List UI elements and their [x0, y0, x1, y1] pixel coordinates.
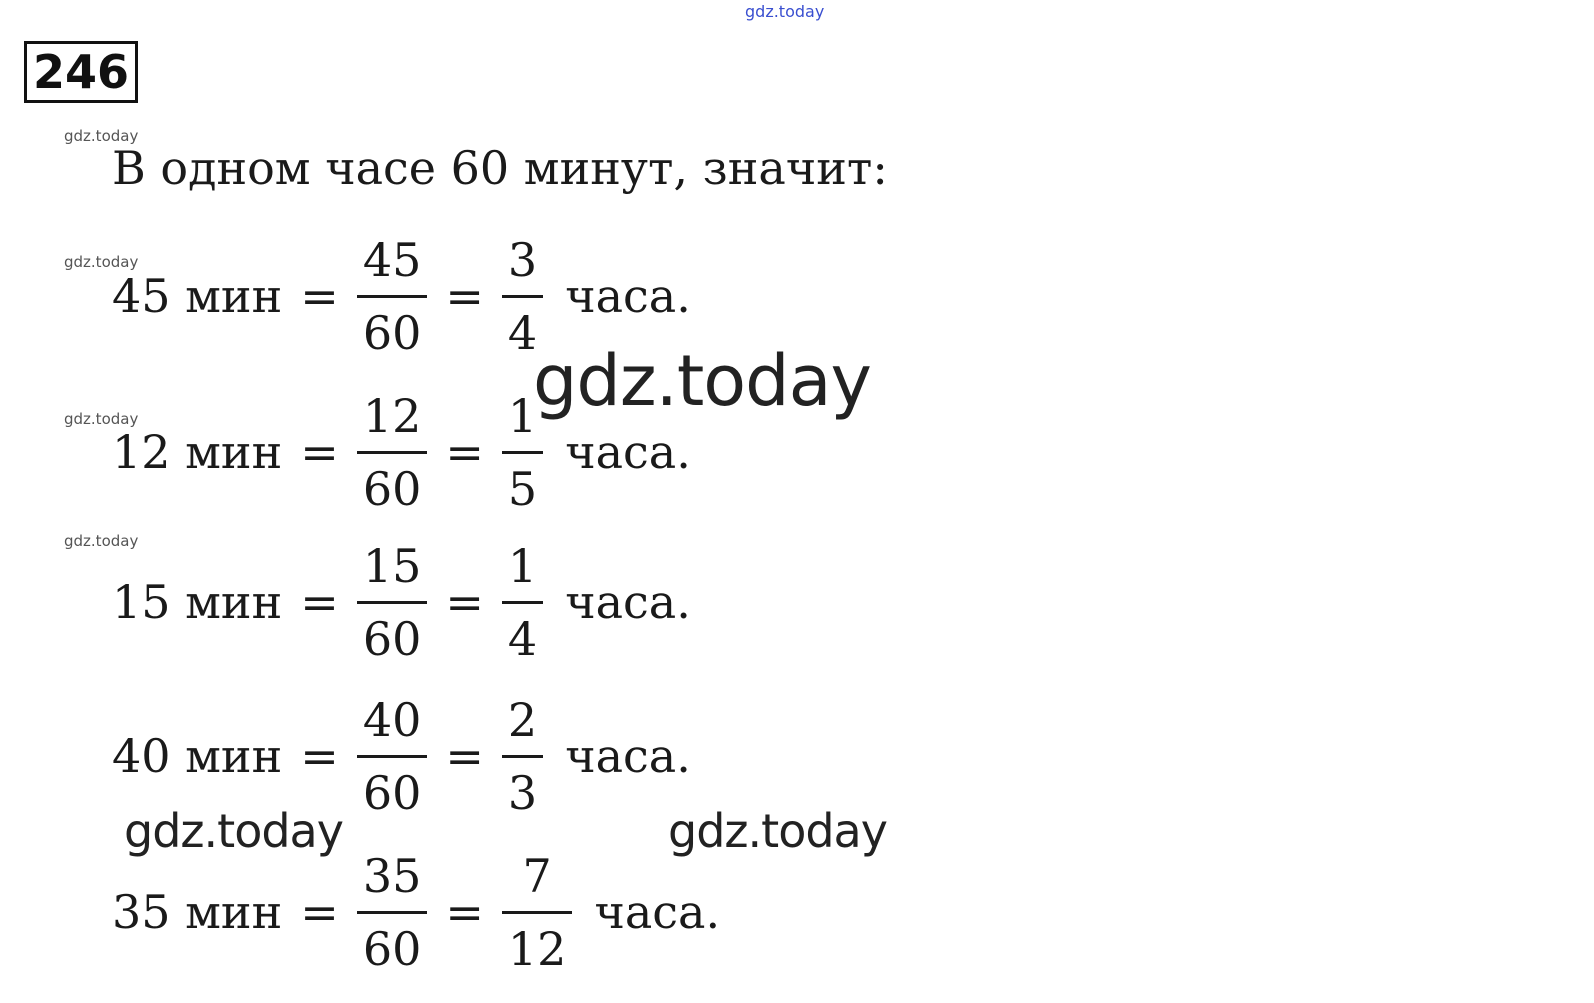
- equation-lhs: 15 мин: [112, 575, 283, 629]
- equals-sign: =: [445, 885, 484, 939]
- watermark-small: gdz.today: [64, 532, 139, 550]
- problem-number: 246: [24, 41, 138, 103]
- equation-lhs: 35 мин: [112, 885, 283, 939]
- fraction-bar: [357, 451, 428, 454]
- equals-sign: =: [300, 729, 339, 783]
- watermark-large: gdz.today: [533, 340, 871, 422]
- equals-sign: =: [300, 885, 339, 939]
- fraction-denominator: 5: [507, 461, 538, 516]
- equals-sign: =: [445, 575, 484, 629]
- fraction-numerator: 15: [362, 538, 422, 593]
- unit-label: часа.: [565, 575, 691, 629]
- equation-row: [112, 532, 691, 672]
- fraction-bar: [502, 295, 543, 298]
- fraction-minutes: [357, 537, 428, 668]
- fraction-denominator: 60: [362, 921, 422, 976]
- equals-sign: =: [445, 425, 484, 479]
- fraction-denominator: 60: [362, 611, 422, 666]
- watermark-small: gdz.today: [64, 253, 139, 271]
- fraction-bar: [357, 295, 428, 298]
- fraction-minutes: [357, 847, 428, 978]
- unit-label: часа.: [565, 269, 691, 323]
- fraction-numerator: 40: [362, 692, 422, 747]
- fraction-bar: [502, 451, 543, 454]
- equation-lhs: 12 мин: [112, 425, 283, 479]
- equals-sign: =: [300, 269, 339, 323]
- fraction-hours: [502, 537, 543, 668]
- unit-label: часа.: [594, 885, 721, 939]
- watermark-top: gdz.today: [745, 2, 825, 21]
- fraction-minutes: [357, 231, 428, 362]
- fraction-numerator: 12: [362, 388, 422, 443]
- fraction-minutes: [357, 387, 428, 518]
- fraction-bar: [502, 601, 543, 604]
- fraction-hours: [502, 847, 573, 978]
- equals-sign: =: [300, 425, 339, 479]
- fraction-denominator: 60: [362, 305, 422, 360]
- fraction-numerator: 1: [507, 538, 538, 593]
- equals-sign: =: [445, 269, 484, 323]
- intro-text: В одном часе 60 минут, значит:: [112, 141, 888, 195]
- fraction-bar: [357, 601, 428, 604]
- fraction-numerator: 45: [362, 232, 422, 287]
- fraction-numerator: 2: [507, 692, 538, 747]
- watermark-mid-right: gdz.today: [668, 804, 887, 858]
- equals-sign: =: [300, 575, 339, 629]
- fraction-minutes: [357, 691, 428, 822]
- equation-lhs: 45 мин: [112, 269, 283, 323]
- fraction-numerator: 1: [507, 388, 538, 443]
- watermark-mid-left: gdz.today: [124, 804, 343, 858]
- fraction-denominator: 3: [507, 765, 538, 820]
- fraction-denominator: 60: [362, 765, 422, 820]
- watermark-small: gdz.today: [64, 127, 139, 145]
- fraction-bar: [502, 911, 573, 914]
- fraction-bar: [357, 911, 428, 914]
- fraction-numerator: 35: [362, 848, 422, 903]
- fraction-denominator: 12: [507, 921, 567, 976]
- fraction-hours: [502, 691, 543, 822]
- unit-label: часа.: [565, 729, 691, 783]
- fraction-bar: [502, 755, 543, 758]
- fraction-numerator: 7: [522, 848, 552, 903]
- fraction-denominator: 4: [507, 611, 538, 666]
- equation-lhs: 40 мин: [112, 729, 283, 783]
- fraction-bar: [357, 755, 428, 758]
- fraction-denominator: 60: [362, 461, 422, 516]
- fraction-numerator: 3: [507, 232, 538, 287]
- watermark-small: gdz.today: [64, 410, 139, 428]
- fraction-denominator: 4: [507, 305, 538, 360]
- equals-sign: =: [445, 729, 484, 783]
- unit-label: часа.: [565, 425, 691, 479]
- equation-row: [112, 842, 720, 982]
